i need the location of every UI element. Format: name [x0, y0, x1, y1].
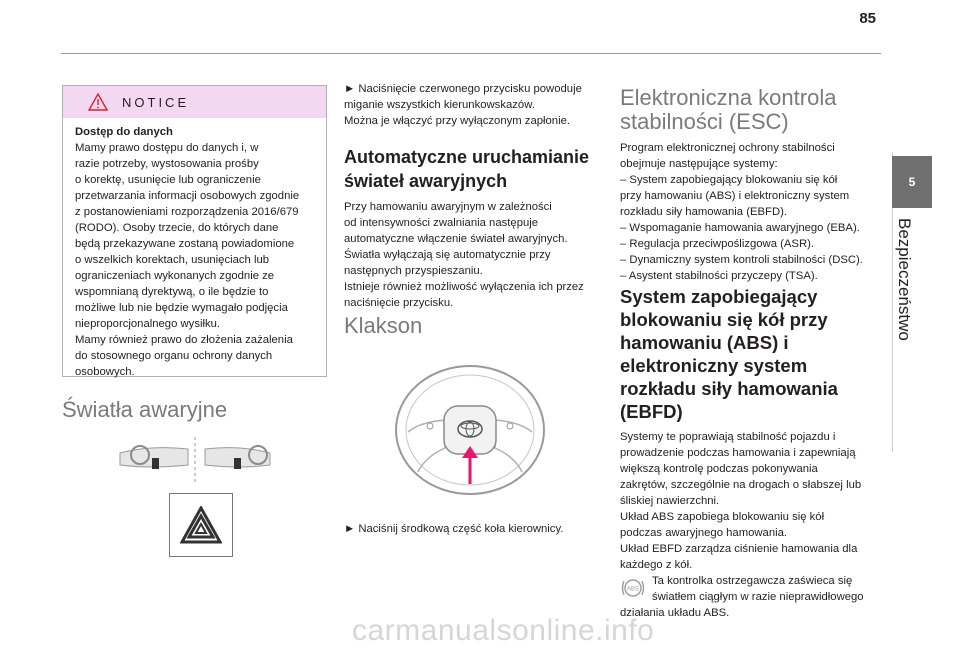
notice-line: o korektę, usunięcie lub ograniczenie [75, 174, 261, 186]
esc-line: obejmuje następujące systemy: [620, 158, 778, 170]
esc-line: – Wspomaganie hamowania awaryjnego (EBA). [620, 222, 860, 234]
esc-line: – Asystent stabilności przyczepy (TSA). [620, 270, 818, 282]
intro-line: miganie wszystkich kierunkowskazów. [344, 99, 535, 111]
top-rule [61, 53, 881, 54]
steering-wheel-illustration [390, 362, 550, 502]
abs-line: Systemy te poprawiają stabilność pojazdu i [620, 431, 836, 443]
hazard-heading: Światła awaryjne [62, 397, 228, 422]
abs-line: śliskiej nawierzchni. [620, 495, 720, 507]
dashboard-switch-illustration [110, 435, 280, 485]
abs-heading-line: elektroniczny system [620, 355, 808, 376]
abs-line: Układ EBFD zarządza ciśnienie hamowania dla [620, 543, 858, 555]
abs-line: Układ ABS zapobiega blokowaniu się kół [620, 511, 825, 523]
esc-heading-1: Elektroniczna kontrola [620, 85, 837, 110]
auto-line: automatyczne włączenie świateł awaryjnych. [344, 233, 568, 245]
auto-line: następnych przyspieszaniu. [344, 265, 483, 277]
notice-line: Mamy również prawo do złożenia zażalenia [75, 334, 293, 346]
auto-heading-2: świateł awaryjnych [344, 171, 508, 191]
abs-icon-text: ABS [626, 586, 640, 593]
notice-line: wspomnianą dyrektywą, o ile będzie to [75, 286, 269, 298]
notice-line: razie potrzeby, wystosowania prośby [75, 158, 259, 170]
notice-line: będą przekazywane zostaną powiadomione [75, 238, 295, 250]
esc-heading-2: stabilności (ESC) [620, 109, 789, 134]
notice-line: z postanowieniami rozporządzenia 2016/679 [75, 206, 299, 218]
notice-title: NOTICE [122, 94, 190, 110]
esc-line: – System zapobiegający blokowaniu się kół [620, 174, 838, 186]
notice-line: do stosownego organu ochrony danych [75, 350, 273, 362]
chapter-tab[interactable]: 5 [892, 156, 932, 208]
notice-line: Mamy prawo dostępu do danych i, w [75, 142, 259, 154]
hazard-instructions [344, 81, 602, 129]
abs-warning-icon [620, 576, 646, 600]
notice-line: ograniczeniach wykonanych zgodnie ze [75, 270, 275, 282]
notice-line: możliwe lub nie będzie wymagało podjęcia [75, 302, 288, 314]
warning-icon [88, 93, 108, 111]
notice-body [63, 118, 326, 380]
notice-line: nieproporcjonalnego wysiłku. [75, 318, 221, 330]
auto-line: Przy hamowaniu awaryjnym w zależności [344, 201, 552, 213]
notice-line: przetwarzania informacji osobowych zgodnie [75, 190, 300, 202]
intro-line: Można je włączyć przy wyłączonym zapłonie. [344, 115, 571, 127]
auto-hazard-section [344, 145, 604, 311]
abs-warning-line: działania układu ABS. [620, 607, 730, 619]
auto-line: od intensywności zwalniania następuje [344, 217, 539, 229]
abs-heading-line: hamowaniu (ABS) i [620, 332, 789, 353]
abs-line: większą kontrolę podczas pokonywania [620, 463, 818, 475]
page-number: 85 [859, 10, 876, 27]
watermark: carmanualsonline.info [352, 614, 655, 647]
notice-line: osobowych. [75, 366, 135, 378]
esc-section [620, 86, 882, 284]
abs-heading-line: blokowaniu się kół przy [620, 309, 828, 330]
notice-heading: Dostęp do danych [75, 126, 173, 138]
esc-line: – Dynamiczny system kontroli stabilności (DSC). [620, 254, 863, 266]
esc-line: przy hamowaniu (ABS) i elektroniczny system [620, 190, 850, 202]
notice-header [63, 86, 326, 118]
notice-line: o wszelkich korektach, usunięciach lub [75, 254, 270, 266]
horn-heading: Klakson [344, 313, 423, 338]
abs-line: zakrętów, szczególnie na drogach o słabszej lub [620, 479, 862, 491]
abs-heading-line: System zapobiegający [620, 286, 818, 307]
hazard-button[interactable] [169, 493, 233, 557]
auto-line: naciśnięcie przycisku. [344, 297, 454, 309]
abs-heading-line: (EBFD) [620, 401, 683, 422]
intro-line: ► Naciśnięcie czerwonego przycisku powoduje [344, 83, 582, 95]
abs-line: podczas awaryjnego hamowania. [620, 527, 788, 539]
auto-line: Światła wyłączają się automatycznie przy [344, 249, 551, 261]
abs-line: prowadzenie podczas hamowania i zapewniają [620, 447, 856, 459]
abs-warning-line: Ta kontrolka ostrzegawcza zaświeca się [652, 575, 853, 587]
abs-heading-line: rozkładu siły hamowania [620, 378, 838, 399]
notice-line: (RODO). Osoby trzecie, do których dane [75, 222, 279, 234]
esc-line: Program elektronicznej ochrony stabilności [620, 142, 835, 154]
hazard-triangle-icon [180, 506, 222, 544]
chapter-title: Bezpieczeństwo [895, 218, 914, 341]
esc-line: rozkładu siły hamowania (EBFD). [620, 206, 787, 218]
horn-instruction: ► Naciśnij środkową część koła kierownicy. [344, 523, 564, 535]
notice-box [62, 85, 327, 377]
abs-warning-line: światłem ciągłym w razie nieprawidłowego [652, 591, 864, 603]
abs-line: każdego z kół. [620, 559, 693, 571]
abs-section [620, 285, 882, 621]
auto-line: Istnieje również możliwość wyłączenia ich przez [344, 281, 584, 293]
auto-heading-1: Automatyczne uruchamianie [344, 147, 590, 167]
esc-line: – Regulacja przeciwpoślizgowa (ASR). [620, 238, 815, 250]
